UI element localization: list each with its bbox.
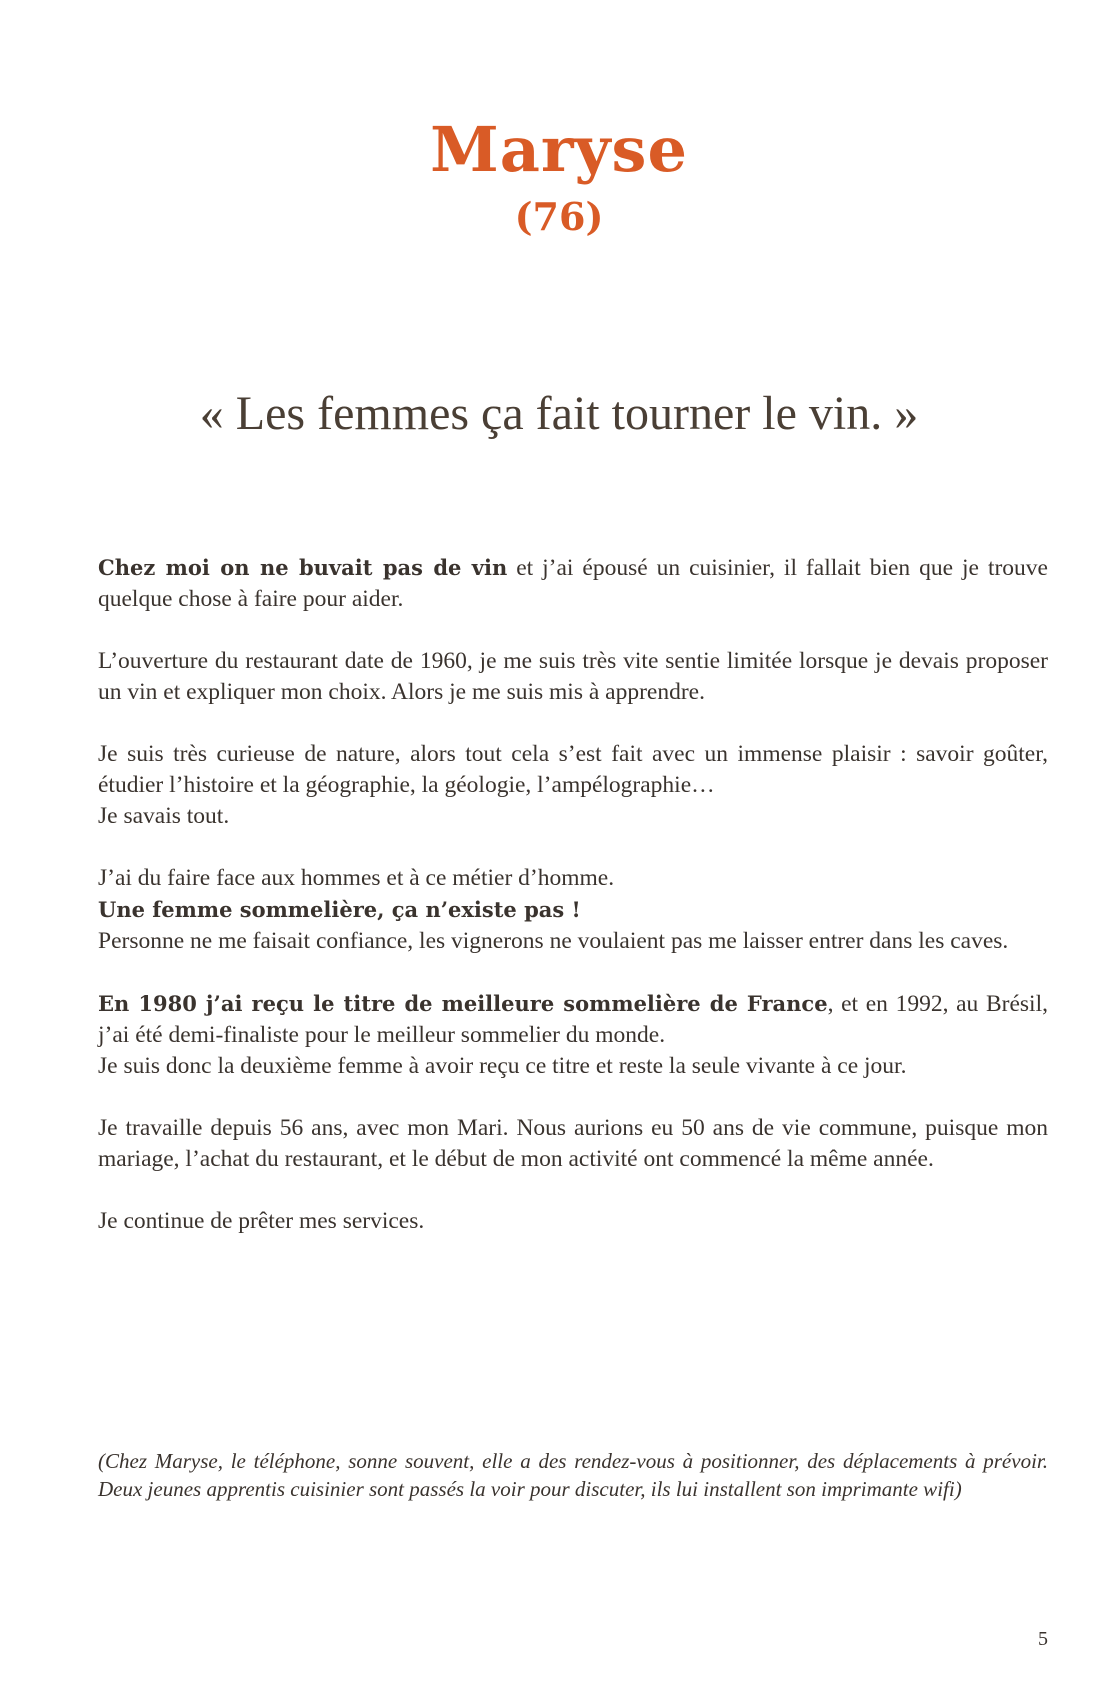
paragraph-7 [98,1206,1048,1237]
paragraph-1 [98,552,1048,615]
paragraph-5-line2: Je suis donc la deuxième femme à avoir reçu ce titre et reste la seule vivante à ce jour. [98,1053,907,1079]
paragraph-4-text: J’ai du faire face aux hommes et à ce métier d’homme. [98,865,615,891]
person-name-title: Maryse [430,113,688,186]
pull-quote: « Les femmes ça fait tourner le vin. » [199,387,919,440]
person-age: (76) [514,194,604,239]
paragraph-6-text: Je travaille depuis 56 ans, avec mon Mari. Nous aurions eu 50 ans de vie commune, puisque mon mariage, l’achat du restaurant, et le début de mon activité ont commencé la même année. [98,1115,1048,1172]
paragraph-5 [98,988,1048,1082]
paragraph-6 [98,1113,1048,1175]
paragraph-1-text: et j’ai épousé un cuisinier, il fallait bien que je trouve quelque chose à faire pour aider. [98,555,1048,612]
paragraph-3-text: Je suis très curieuse de nature, alors tout cela s’est fait avec un immense plaisir : savoir goûter, étudier l’histoire et la géographie, la géologie, l’ampélographie… [98,741,1048,798]
paragraph-2 [98,646,1048,708]
paragraph-4-bold-line: Une femme sommelière, ça n’existe pas ! [98,897,581,922]
italic-note: (Chez Maryse, le téléphone, sonne souvent, elle a des rendez-vous à positionner, des déplacements à prévoir. Deux jeunes apprentis cuisinier sont passés la voir pour discuter, ils lui installent son imprimante wifi) [98,1449,1048,1501]
paragraph-1-bold: Chez moi on ne buvait pas de vin [98,555,508,580]
paragraph-7-text: Je continue de prêter mes services. [98,1208,425,1234]
testimony-body [98,552,1048,1268]
page-number: 5 [1038,1628,1048,1650]
paragraph-5-bold: En 1980 j’ai reçu le titre de meilleure sommelière de France [98,991,828,1016]
paragraph-2-text: L’ouverture du restaurant date de 1960, je me suis très vite sentie limitée lorsque je devais proposer un vin et expliquer mon choix. Alors je me suis mis à apprendre. [98,648,1048,705]
paragraph-4 [98,863,1048,957]
paragraph-4-line3: Personne ne me faisait confiance, les vignerons ne voulaient pas me laisser entrer dans les caves. [98,928,1009,954]
paragraph-3 [98,739,1048,832]
paragraph-3-line2: Je savais tout. [98,803,230,829]
paragraph-5-text: , et en 1992, au Brésil, j’ai été demi-finaliste pour le meilleur sommelier du monde. [98,991,1048,1048]
